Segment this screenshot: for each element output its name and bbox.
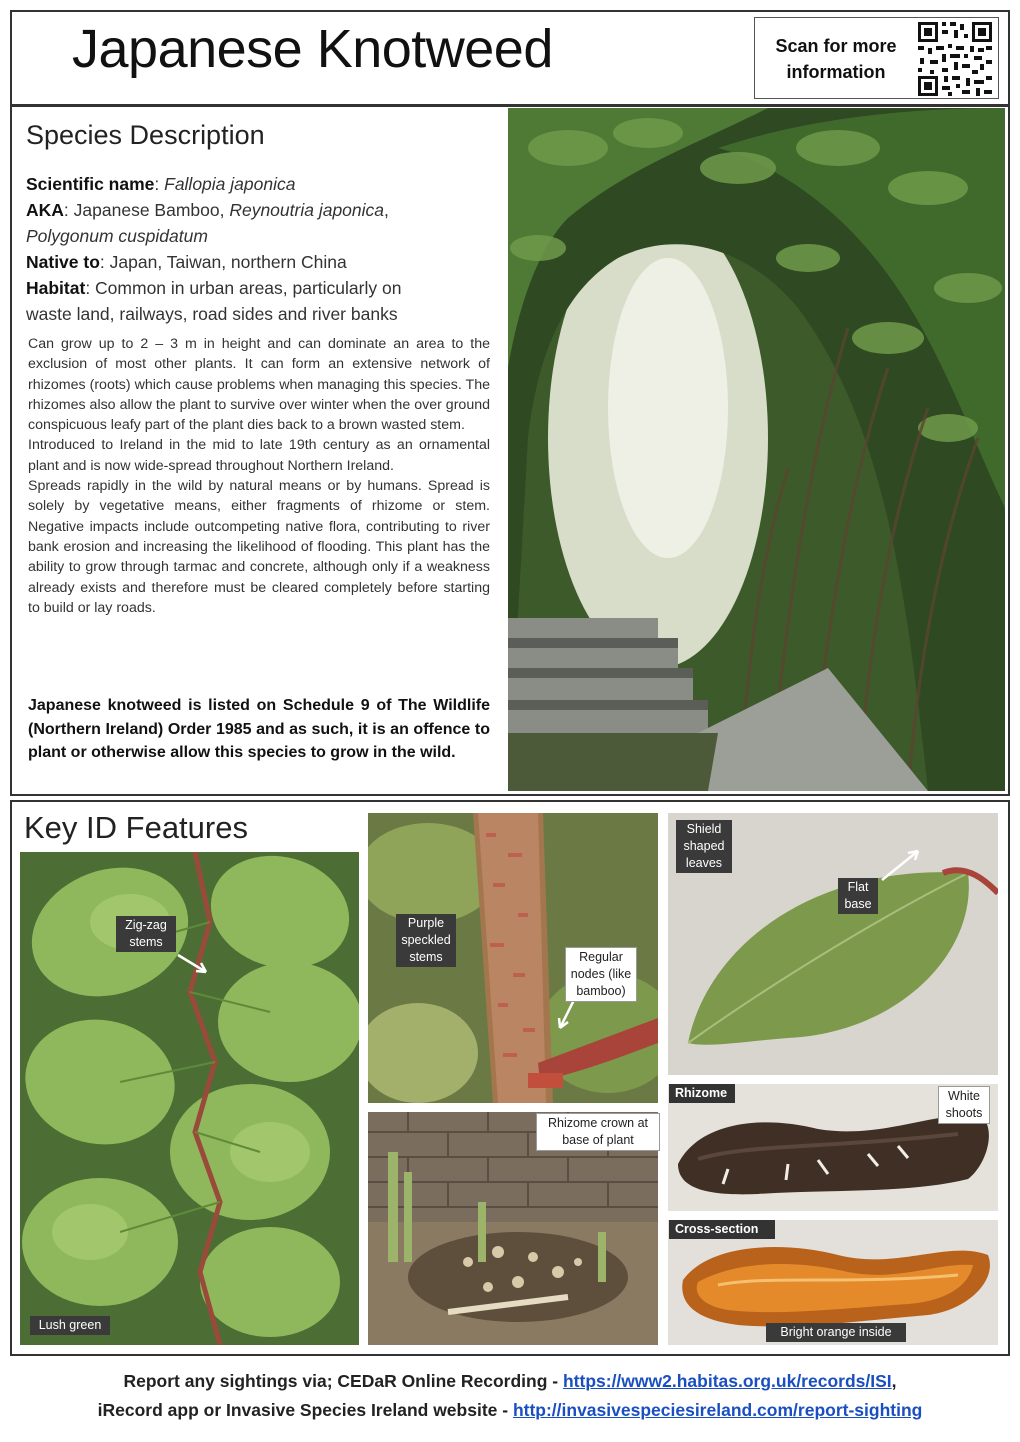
aka-row-continued (26, 223, 208, 249)
footer-report-line-1 (0, 1371, 1020, 1392)
zigzag-stems-label (116, 916, 176, 952)
nodes-label-line3: bamboo) (576, 984, 626, 998)
lush-green-label: Lush green (30, 1316, 110, 1335)
description-body (28, 334, 490, 618)
shield-label-line1: Shield (686, 822, 722, 836)
species-description-heading: Species Description (26, 120, 265, 150)
zigzag-label-line1: Zig-zag (125, 918, 167, 932)
shield-leaves-label (676, 820, 732, 873)
scientific-name-value: Fallopia japonica (164, 174, 296, 194)
aka-value-2: Reynoutria japonica (229, 200, 385, 220)
scientific-name-row: Scientific name: Fallopia japonica (26, 174, 296, 194)
flat-base-label (838, 878, 878, 914)
scientific-name-label: Scientific name (26, 174, 155, 194)
habitat-value-1: Common in urban areas, particularly on (95, 278, 402, 298)
nodes-label-line1: Regular (579, 950, 623, 964)
footer-report-line-2 (0, 1400, 1020, 1421)
zigzag-label-line2: stems (129, 935, 163, 949)
aka-row: AKA: Japanese Bamboo, Reynoutria japonica, (26, 200, 389, 220)
native-value: Japan, Taiwan, northern China (109, 252, 347, 272)
flat-label-line2: base (844, 897, 872, 911)
shield-label-line2: shaped (683, 839, 725, 853)
aka-value-3: Polygonum cuspidatum (26, 226, 208, 246)
footer-line1-prefix: Report any sightings via; CEDaR Online Recording - (123, 1371, 563, 1391)
purple-label-line1: Purple (407, 916, 445, 930)
page-title: Japanese Knotweed (72, 19, 553, 79)
white-label-line2: shoots (945, 1106, 983, 1120)
white-label-line1: White (948, 1089, 980, 1103)
rhizome-label: Rhizome (669, 1084, 735, 1103)
footer-line1-suffix: , (891, 1371, 897, 1391)
purple-label-line3: stems (409, 950, 443, 964)
footer-line2-prefix: iRecord app or Invasive Species Ireland website - (97, 1400, 513, 1420)
aka-value-1: Japanese Bamboo, (73, 200, 230, 220)
bright-orange-label: Bright orange inside (766, 1323, 906, 1342)
aka-label: AKA (26, 200, 64, 220)
qr-label-line1: Scan for more (775, 36, 897, 56)
description-paragraph-2: Introduced to Ireland in the mid to late 19th century as an ornamental plant and is now wide-spread throughout Northern Ireland. (28, 437, 490, 474)
leaves-stems-photo (20, 852, 359, 1345)
flat-label-line1: Flat (847, 880, 869, 894)
knotweed-tunnel-photo (508, 108, 1005, 791)
qr-label-line2: information (786, 62, 886, 82)
habitat-row-continued (26, 301, 398, 327)
legal-notice: Japanese knotweed is listed on Schedule 9 of The Wildlife (Northern Ireland) Order 1985 and as such, it is an offence to plant or otherwise allow this species to grow in the wild. (28, 697, 490, 761)
shield-label-line3: leaves (685, 856, 723, 870)
description-paragraph-1: Can grow up to 2 – 3 m in height and can dominate an area to the exclusion of most other plants. It can form an extensive network of rhizomes (roots) which cause problems when managing this species. The rhizomes also allow the plant to survive over winter when the over ground conspicuous leafy part of the plant dies back to a brown wasted stem. (28, 336, 490, 434)
habitat-value-2: waste land, railways, road sides and river banks (26, 304, 398, 324)
native-label: Native to (26, 252, 100, 272)
purple-speckled-label (396, 914, 456, 967)
white-shoots-label (938, 1086, 990, 1124)
description-paragraph-3: Spreads rapidly in the wild by natural means or by humans. Spread is solely by vegetative means, either fragments of rhizome or stem. Negative impacts include outcompeting native flora, contributing to river bank erosion and increasing the likelihood of flooding. This plant has the ability to grow through tarmac and concrete, although only if a weakness already exists and therefore must be cleared completely before starting to build or lay roads. (28, 478, 490, 616)
key-id-features-heading: Key ID Features (24, 810, 248, 845)
invasive-species-ireland-link[interactable]: http://invasivespeciesireland.com/report-sighting (512, 1400, 923, 1420)
habitat-label: Habitat (26, 278, 86, 298)
purple-label-line2: speckled (401, 933, 451, 947)
cedar-recording-link[interactable]: https://www2.habitas.org.uk/records/ISI (562, 1371, 892, 1391)
habitat-row: Habitat: Common in urban areas, particularly on (26, 278, 402, 298)
cross-section-label: Cross-section (669, 1220, 775, 1239)
nodes-label-line2: nodes (like (570, 967, 632, 981)
qr-code-icon[interactable] (916, 20, 994, 103)
regular-nodes-label (565, 947, 637, 1002)
native-row: Native to: Japan, Taiwan, northern China (26, 252, 347, 272)
crown-label-line2: base of plant (562, 1133, 634, 1147)
crown-label-line1: Rhizome crown at (547, 1116, 649, 1130)
rhizome-crown-label (536, 1113, 660, 1151)
qr-label (762, 33, 910, 85)
